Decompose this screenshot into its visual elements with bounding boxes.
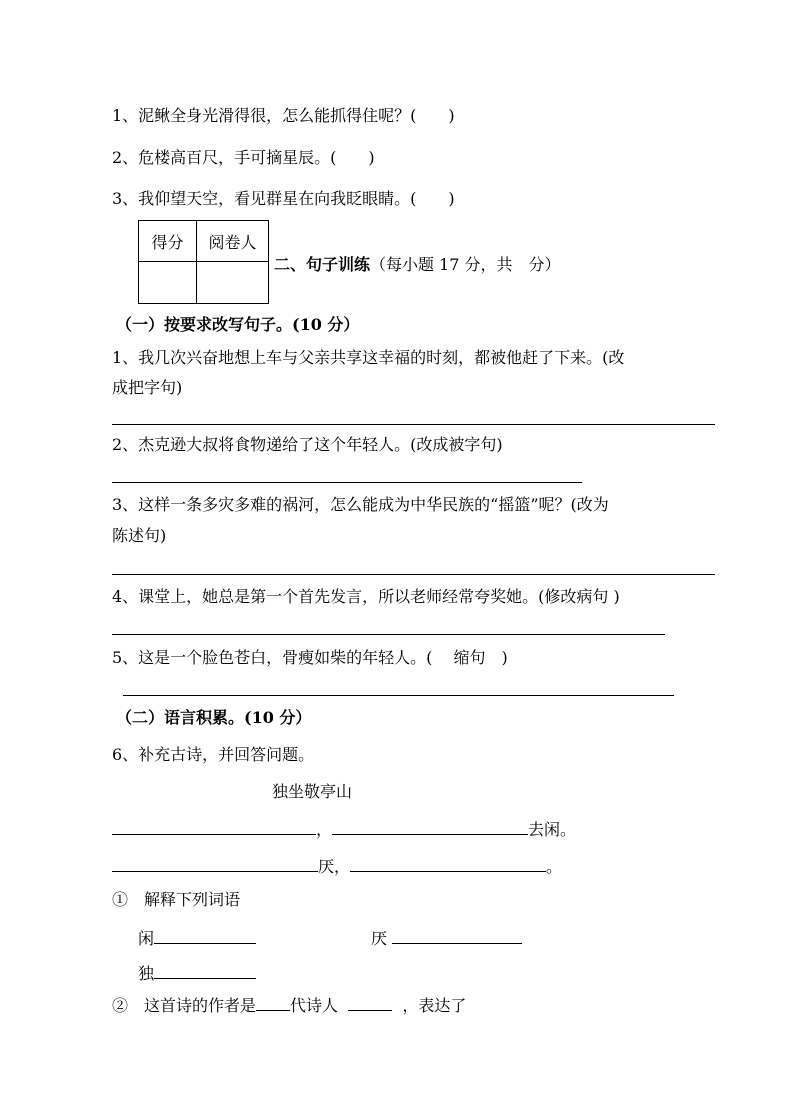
part-1-title: （一）按要求改写句子。(10 分） xyxy=(116,315,360,334)
answer-line-1[interactable] xyxy=(112,424,715,425)
explain-label: ① 解释下列词语 xyxy=(112,890,241,909)
poem-blank-3[interactable] xyxy=(112,855,318,872)
word-xian: 闲 xyxy=(138,929,155,948)
poem-line-1-end: 去闲。 xyxy=(528,820,577,839)
rewrite-q2: 2、杰克逊大叔将食物递给了这个年轻人。(改成被字句) xyxy=(112,435,503,454)
poem-line-2-end: 。 xyxy=(546,857,563,876)
author-prefix: ② 这首诗的作者是 xyxy=(112,996,257,1015)
grader-cell[interactable] xyxy=(197,262,269,304)
question-6: 6、补充古诗，并回答问题。 xyxy=(112,745,315,764)
poem-blank-2[interactable] xyxy=(332,818,528,835)
score-table xyxy=(138,220,269,304)
score-header: 得分 xyxy=(139,221,197,262)
poem-blank-4[interactable] xyxy=(350,855,546,872)
poem-line-1 xyxy=(112,818,576,840)
author-question xyxy=(112,994,466,1016)
question-1: 1、泥鳅全身光滑得很，怎么能抓得住呢？( ) xyxy=(112,106,455,125)
explain-word-1 xyxy=(138,927,256,949)
word-yan-blank[interactable] xyxy=(392,927,522,944)
grader-header: 阅卷人 xyxy=(197,221,269,262)
word-yan: 厌 xyxy=(371,929,388,948)
author-mid: 代诗人 xyxy=(290,996,339,1015)
section-2-title: 二、句子训练 xyxy=(274,255,371,274)
answer-line-2[interactable] xyxy=(112,482,582,483)
score-cell[interactable] xyxy=(139,262,197,304)
word-du-blank[interactable] xyxy=(154,962,256,979)
explain-word-3 xyxy=(138,962,256,984)
question-3: 3、我仰望天空，看见群星在向我眨眼睛。( ) xyxy=(112,189,455,208)
section-2-note: （每小题 17 分，共 分） xyxy=(370,255,561,274)
poet-blank[interactable] xyxy=(348,994,392,1011)
question-2: 2、危楼高百尺，手可摘星辰。( ) xyxy=(112,148,375,167)
dynasty-blank[interactable] xyxy=(256,994,290,1011)
rewrite-q5: 5、这是一个脸色苍白，骨瘦如柴的年轻人。( 缩句 ) xyxy=(112,648,508,667)
poem-comma: ， xyxy=(316,820,333,839)
rewrite-q3-line2: 陈述句) xyxy=(112,526,167,545)
poem-blank-1[interactable] xyxy=(112,818,316,835)
rewrite-q1-line2: 成把字句) xyxy=(112,378,183,397)
word-xian-blank[interactable] xyxy=(154,927,256,944)
poem-title: 独坐敬亭山 xyxy=(272,782,353,801)
rewrite-q3-line1: 3、这样一条多灾多难的祸河，怎么能成为中华民族的“摇篮”呢？(改为 xyxy=(112,495,609,514)
answer-line-4[interactable] xyxy=(112,634,665,635)
rewrite-q4: 4、课堂上，她总是第一个首先发言，所以老师经常夸奖她。(修改病句 ) xyxy=(112,587,620,606)
explain-word-2 xyxy=(371,927,522,949)
rewrite-q1-line1: 1、我几次兴奋地想上车与父亲共享这幸福的时刻，都被他赶了下来。(改 xyxy=(112,348,625,367)
author-suffix: ，表达了 xyxy=(402,996,467,1015)
word-du: 独 xyxy=(138,964,155,983)
answer-line-3[interactable] xyxy=(112,574,715,575)
poem-line-2-mid: 厌， xyxy=(318,857,351,876)
answer-line-5[interactable] xyxy=(123,695,674,696)
poem-line-2 xyxy=(112,855,562,877)
part-2-title: （二）语言积累。(10 分） xyxy=(116,708,312,727)
section-2-heading xyxy=(274,255,561,275)
